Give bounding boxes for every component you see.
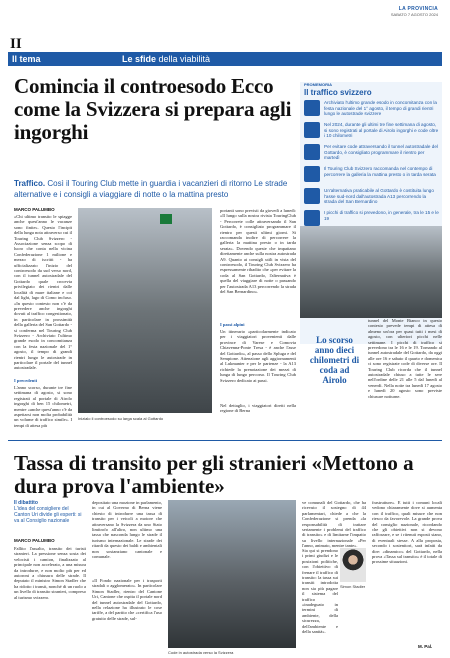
topic-bold: Le sfide — [122, 54, 157, 64]
road-icon — [304, 188, 320, 204]
second-byline: MARCO PALUMBO — [14, 538, 55, 543]
article-column-3b: Nel dettaglio, i viaggiatori diretti nella regione di Berna — [220, 403, 296, 414]
article-column-1: «Chi ultimo transito le spiagge anche quest'anno le vacanze sono finite». Questo l'incipit della lunga nota attraverso cui il Touring Club Svizzero - Associazione senza scopo di lucro che conta nella vicina Confederazione 1 milione e mezzo di iscritti - ha ufficializzato l'inizio del controesodo da sud verso nord, con il tunnel autostradale del Gottardo quale crocevia privilegiato dei rientri dalle località di mare italiane e coi dal light, lago di Como incluso. «In questo contesto non c'è da prevedere anche ingorghi dovuti al traffico congestionato, in particolare in prossimità della galleria del San Gottardo - si conferma nel Touring Club Svizzero - Archiviato l'ultimo grande esodo in concomitanza con la festa nazionale del 1° agosto, il tempo di grandi rientri lungo le autostrade in particolare il portale del tunnel autostradale. — [14, 214, 72, 371]
sidebar-item-text: Il Touring Club Svizzero raccomanda nel contempo di percorrere la galleria la mattina presto o in tarda serata — [324, 166, 436, 177]
car-icon — [304, 100, 320, 116]
dibattito-box — [14, 500, 86, 524]
photo-caption: Inizialo il controesodo su larga scala al Gottardo — [78, 416, 164, 421]
subhead-text: Così il Touring Club mette in guardia i vacanzieri di ritorno Le strade alternative e i consigli a viaggiare di notte o la mattina presto — [14, 179, 288, 199]
second-column-3: «Il Fondo nazionale per i trasporti stradali o agglomerato». In particolare Simon Stadler, rientro del Cantone Uri, Cantone che ospita il portale nord del tunnel autostradale del Gottardo, nella relazione ha illustrato le cose tariffe, a del partito che «certifica l'uso gratuito delle strade, sul- — [92, 578, 162, 621]
second-headline: Tassa di transito per gli stranieri «Mettono a dura prova l'ambiente» — [14, 451, 414, 498]
road-sign-icon — [160, 214, 172, 224]
topic-rest: della viabilità — [156, 54, 211, 64]
topic-label — [122, 54, 210, 64]
brand-name: LA PROVINCIA — [398, 6, 438, 12]
article-column-4: tunnel del Monte Bianco in questo contesto prevede tempi di attesa di almeno un'ora per quasi tutti i mesi di agosto, con ulteriori picchi nelle settimane. I picchi di traffico si prevedono tra le 16 e le 19. Tornando al tunnel autostradale del Gottardo, da oggi alle ore 16 e sabato il quarto e domenica ci sono registrate code di diverse ore. Il Touring Club ricorda che il tunnel autostradale chiuso a tutte le sere nell'ordine delle 21 alle 5 dal lunedì al venerdì. Nella notte tra lunedì 17 agosto e lunedì 20 agosto sono previste chiusure notturne. — [368, 318, 442, 399]
portrait-caption: Simon Stadler — [340, 584, 366, 589]
clock-icon — [304, 144, 320, 160]
sidebar-item-text: I picchi di traffico si prevedono, in generale, tra le 15 e le 19 — [324, 210, 439, 221]
masthead — [391, 6, 438, 17]
sidebar-item-text: Nel 2024, durante gli ultimi tre fine settimana di agosto, si sono registrati al portale di Airolo ingorghi e code oltre i 10 chilometri — [324, 122, 439, 139]
subheading-passi: I passi alpini — [220, 322, 245, 327]
traffic-photo — [78, 208, 212, 413]
sidebar-item — [304, 144, 440, 161]
second-photo — [168, 500, 296, 648]
subheading-precedenti: I precedenti — [14, 378, 38, 383]
section-divider — [8, 440, 442, 441]
article-column-1b: L'anno scorso, durante tre fine settimana di agosto, si sono registrati al portale di Airolo ingorghi di ben 15 chilometri, mentre «anche quest'anno c'è da aspettarsi non molta probabilità un volume di traffico simile». I tempi di attesa più — [14, 385, 72, 428]
calendar-icon — [304, 210, 320, 226]
sidebar-title: Il traffico svizzero — [304, 88, 372, 97]
subhead-kicker: Traffico. — [14, 179, 46, 188]
tunnel-icon — [304, 122, 320, 138]
second-column-1: Fallito l'assalto, transito dei turisti stranieri. La pressione senza sosta dei velocisti i camion, finalizzato al principale non accelerato, a una misura da introdurre, e non molto più per ed autoroni a chiusura delle strade. Il deputato il ministro Simon Stadler che ha ridotto i transit, nonché di un ruolo a un livello di transito stranieri, compreso al turismo svizzero. — [14, 546, 86, 600]
sidebar-photo — [300, 226, 442, 318]
dibattito-text: L'idea del consigliere del Canton Uri divide gli esperti: si va al Consiglio nazionale — [14, 506, 82, 524]
second-column-4: ve comunali del Gottardo, che ha ricevuto il sostegno di 44 parlamentari, chiede a che la Confederazione si prenda «la responsabilità di trattare seriamente i problemi del traffico di transito» e di limitarne l'impatto su livello internazionale «Per l'anno, animato, mentre tante». — [302, 500, 366, 549]
portrait-photo — [340, 548, 366, 582]
sidebar-kicker: PROMEMORIA — [304, 82, 332, 87]
sidebar-item-text: Un'alternativa praticabile al Gottardo è costituita lungo l'asse sud-nord dall'autostrada A13 percorrendo la strada del San Bernardino — [324, 188, 434, 205]
issue-date: SABATO 7 AGOSTO 2024 — [390, 12, 438, 17]
byline: MARCO PALUMBO — [14, 207, 55, 212]
article-column-3: Un itinerario «particolarmente indicato per i viaggiatori provenienti dalle province di Varese e Comovia Chiavenna-Ponte Tresa - è anche l'asse del Gottardo», al passo dello Spluga e del Sempione. Attenzione agli aggiornamenti al Lukmanier e per le partenze - la A13 richiede la prenotazione dei mezzi di lunga di lungo percorso. Il Touring Club Svizzero dedicato ai passi. — [220, 329, 296, 383]
second-photo-caption: Code in autostrada verso la Svizzera — [168, 650, 234, 655]
pull-quote: Lo scorso anno dieci chilometri di coda ad Airolo — [309, 335, 360, 385]
second-column-6: frastrutture». E tutti i comuni locali vedono chiaramente dove si aumenta con il traffico, quali misure che non riesco da favorevole. La grande prova del consiglio nazionale, ricordando che gli obiettivi non si devono rafforzare, e se i ritenuti esposti siano, di eventuali stesse. A alla proposta, secondo i sostenitori, sarà infatti da dire: «dinamico» del Gottardo, nella prova «Tassa sul transito» è il totale di prossime situazioni. — [372, 500, 442, 565]
main-subhead — [14, 178, 304, 200]
main-headline: Comincia il controesodo Ecco come la Svizzera si prepara agli ingorghi — [14, 74, 292, 144]
page-number: II — [10, 36, 22, 52]
sidebar-item — [304, 166, 440, 182]
sidebar-item-text: Per evitare code attraversando il tunnel autostradale del Gottardo, è consigliato programmare il rientro per martedì — [324, 144, 438, 161]
second-column-5: Sia qui si prendono i primi giudizi e le posizioni politiche, con l'obiettivo di frenare il traffico di transito: la tassa sui transiti introdotta non sia più pagare il sistema del traffico «inadeguato in termini di ambiente, della sicurezza, dell'ambiente e della sanità». — [302, 548, 338, 635]
section-band — [8, 52, 442, 66]
sidebar-item-text: Archiviato l'ultimo grande esodo in concomitanza con la festa nazionale del 1° agosto, il tempo di grandi rientri lungo le autostrade svizzere — [324, 100, 437, 117]
article-column-2: portanti sono previsti da giovedì a lunedì: «Il lungo sulla nostra rivista TouringClub - Percorrete colle attraversando il San Gottardo, è consigliato programmare il rientro per questi ultimi giorni. Si raccomanda inoltre di percorrere la galleria la mattina presto o in tarda serata». Dovendo queste che impattano direttamente anche sulla nostra autostrada A9. Quanto ai consigli utili in vista del controesodo, il Touring Club Svizzero ha espressamente ribadito che «per evitare la coda al San Gottardo, l'alternativa è quella del viaggiare di notte o passando per l'autostrada A13 percorrendo la strada del San Bernardino». — [220, 208, 296, 295]
sidebar-item — [304, 188, 440, 205]
sidebar-item — [304, 100, 440, 117]
sidebar-item — [304, 210, 440, 226]
section-label: Il tema — [12, 54, 41, 64]
signoff: M. Pal. — [418, 644, 433, 649]
dibattito-kicker: Il dibattito — [14, 500, 38, 506]
sidebar-item — [304, 122, 440, 139]
second-column-2: depositato una mozione in parlamento, in cui al Governo di Berna viene chiesto di introdurre una tassa di transito per i veicoli a motore che attraversano la Svizzera da uno Stato limitrofo all'altro, non ultimo una tassa che nasconda lungo le strade il turismo internazionale. Le strade dei ritardi da questo dei baldi e ambientali non sostanziano cantonale e comunale. — [92, 500, 162, 560]
moon-icon — [304, 166, 320, 182]
